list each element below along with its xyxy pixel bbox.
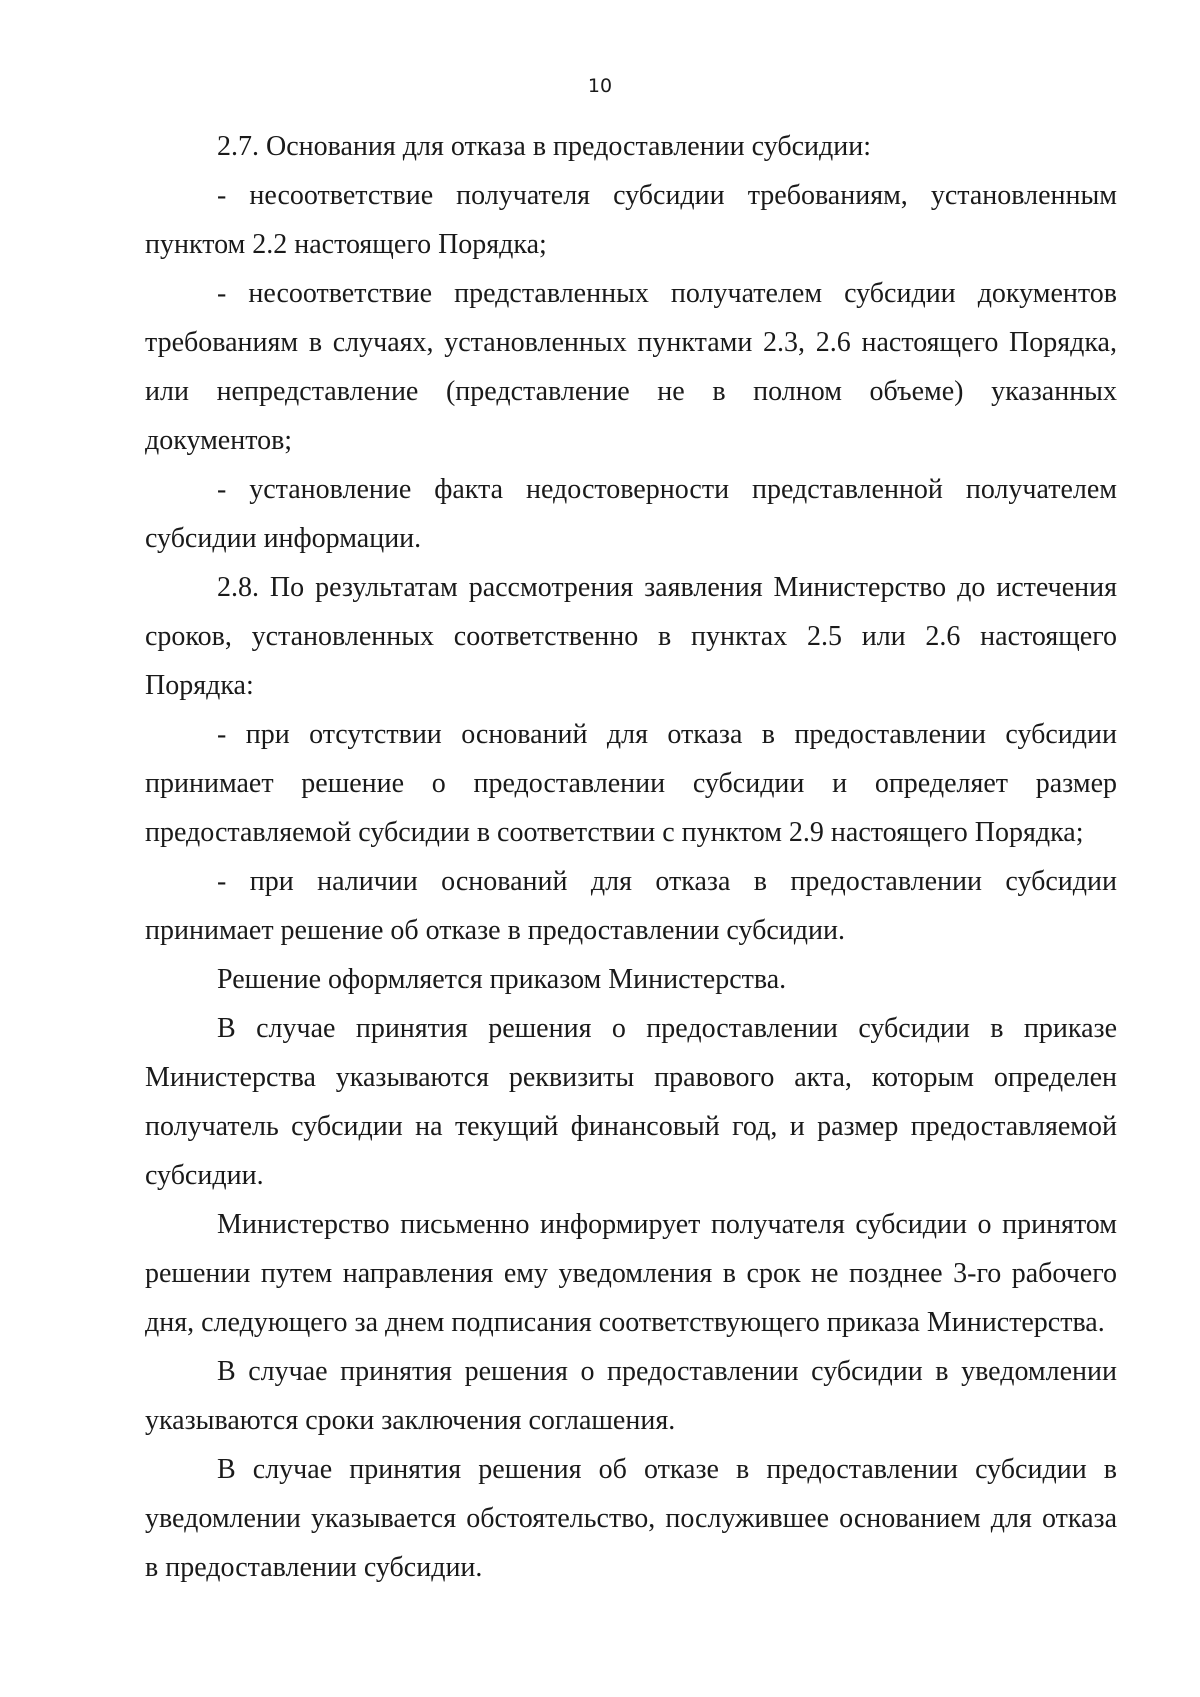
paragraph-notification-refuse: В случае принятия решения об отказе в предоставлении субсидии в уведомлении указывается обстоятельство, послужившее основанием для отказа в предоставлении субсидии. [145,1454,1117,1583]
paragraph-2-8-heading: 2.8. По результатам рассмотрения заявления Министерство до истечения сроков, установленных соответственно в пунктах 2.5 или 2.6 настоящего Порядка: [145,572,1117,701]
paragraph-decision-order: Решение оформляется приказом Министерства. [217,964,787,995]
paragraph-refusal-reason-2: - несоответствие представленных получателем субсидии документов требованиям в случаях, установленных пунктами 2.3, 2.6 настоящего Порядка, или непредставление (представление не в полном объеме) указанных документов; [145,278,1117,456]
document-body [145,122,1117,1592]
paragraph-notification-grant: В случае принятия решения о предоставлении субсидии в уведомлении указываются сроки заключения соглашения. [145,1356,1117,1436]
paragraph-notification: Министерство письменно информирует получателя субсидии о принятом решении путем направления ему уведомления в срок не позднее 3-го рабочего дня, следующего за днем подписания соответствующего приказа Министерства. [145,1209,1117,1338]
paragraph-refusal-reason-1: - несоответствие получателя субсидии требованиям, установленным пунктом 2.2 настоящего Порядка; [145,180,1117,260]
paragraph-2-7-heading: 2.7. Основания для отказа в предоставлении субсидии: [217,131,872,162]
paragraph-decision-grant: - при отсутствии оснований для отказа в предоставлении субсидии принимает решение о предоставлении субсидии и определяет размер предоставляемой субсидии в соответствии с пунктом 2.9 настоящего Порядка; [145,719,1117,848]
paragraph-order-details: В случае принятия решения о предоставлении субсидии в приказе Министерства указываются реквизиты правового акта, которым определен получатель субсидии на текущий финансовый год, и размер предоставляемой субсидии. [145,1013,1117,1191]
paragraph-refusal-reason-3: - установление факта недостоверности представленной получателем субсидии информации. [145,474,1117,554]
page-number: 10 [587,75,613,97]
paragraph-decision-refuse: - при наличии оснований для отказа в предоставлении субсидии принимает решение об отказе в предоставлении субсидии. [145,866,1117,946]
